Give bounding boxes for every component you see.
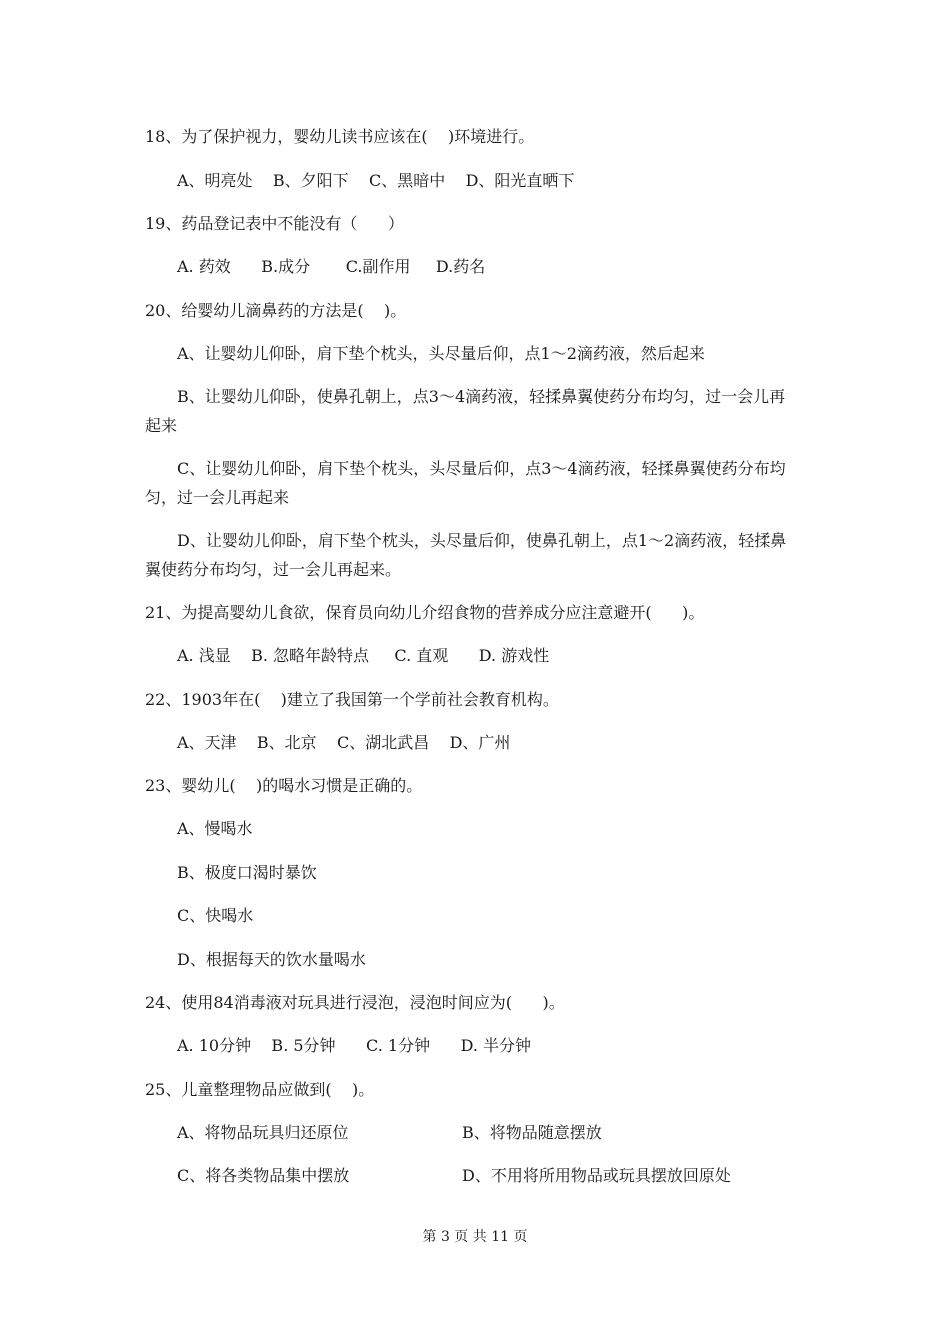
question-23-stem: 23、婴幼儿( )的喝水习惯是正确的。 [145,776,423,795]
question-25-option-a: A、将物品玩具归还原位 [177,1123,349,1142]
question-21-stem: 21、为提高婴幼儿食欲，保育员向幼儿介绍食物的营养成分应注意避开( )。 [145,603,705,622]
question-18-stem: 18、为了保护视力，婴幼儿读书应该在( )环境进行。 [145,127,535,146]
question-25-option-c: C、将各类物品集中摆放 [177,1166,350,1185]
question-20-option-c: C、让婴幼儿仰卧，肩下垫个枕头，头尽量后仰，点3～4滴药液，轻揉鼻翼使药分布均 [177,459,786,478]
question-20-option-a: A、让婴幼儿仰卧，肩下垫个枕头，头尽量后仰，点1～2滴药液，然后起来 [177,344,705,363]
question-22-options: A、天津 B、北京 C、湖北武昌 D、广州 [177,733,511,752]
question-23-option-c: C、快喝水 [177,906,254,925]
question-20-option-d: D、让婴幼儿仰卧，肩下垫个枕头，头尽量后仰，使鼻孔朝上，点1～2滴药液，轻揉鼻 [177,531,787,550]
question-21-options: A. 浅显 B. 忽略年龄特点 C. 直观 D. 游戏性 [177,646,550,665]
question-20-option-c-continued: 匀，过一会儿再起来 [145,488,290,507]
question-24-options: A. 10分钟 B. 5分钟 C. 1分钟 D. 半分钟 [177,1036,532,1055]
question-25-option-b: B、将物品随意摆放 [462,1123,602,1142]
question-20-stem: 20、给婴幼儿滴鼻药的方法是( )。 [145,301,407,320]
question-20-option-d-continued: 翼使药分布均匀，过一会儿再起来。 [145,560,402,579]
question-24-stem: 24、使用84消毒液对玩具进行浸泡，浸泡时间应为( )。 [145,993,565,1012]
question-20-option-b: B、让婴幼儿仰卧，使鼻孔朝上，点3～4滴药液，轻揉鼻翼使药分布均匀，过一会儿再 [177,387,786,406]
question-22-stem: 22、1903年在( )建立了我国第一个学前社会教育机构。 [145,690,559,709]
question-20-option-b-continued: 起来 [145,416,178,435]
question-18-options: A、明亮处 B、夕阳下 C、黑暗中 D、阳光直晒下 [177,171,575,190]
question-23-option-b: B、极度口渴时暴饮 [177,863,317,882]
page-number-footer: 第 3 页 共 11 页 [422,1229,528,1245]
question-19-options: A. 药效 B.成分 C.副作用 D.药名 [177,257,486,276]
question-25-option-d: D、不用将所用物品或玩具摆放回原处 [462,1166,731,1185]
question-19-stem: 19、药品登记表中不能没有（ ） [145,214,404,233]
question-23-option-a: A、慢喝水 [177,819,253,838]
question-25-stem: 25、儿童整理物品应做到( )。 [145,1080,375,1099]
question-23-option-d: D、根据每天的饮水量喝水 [177,950,366,969]
